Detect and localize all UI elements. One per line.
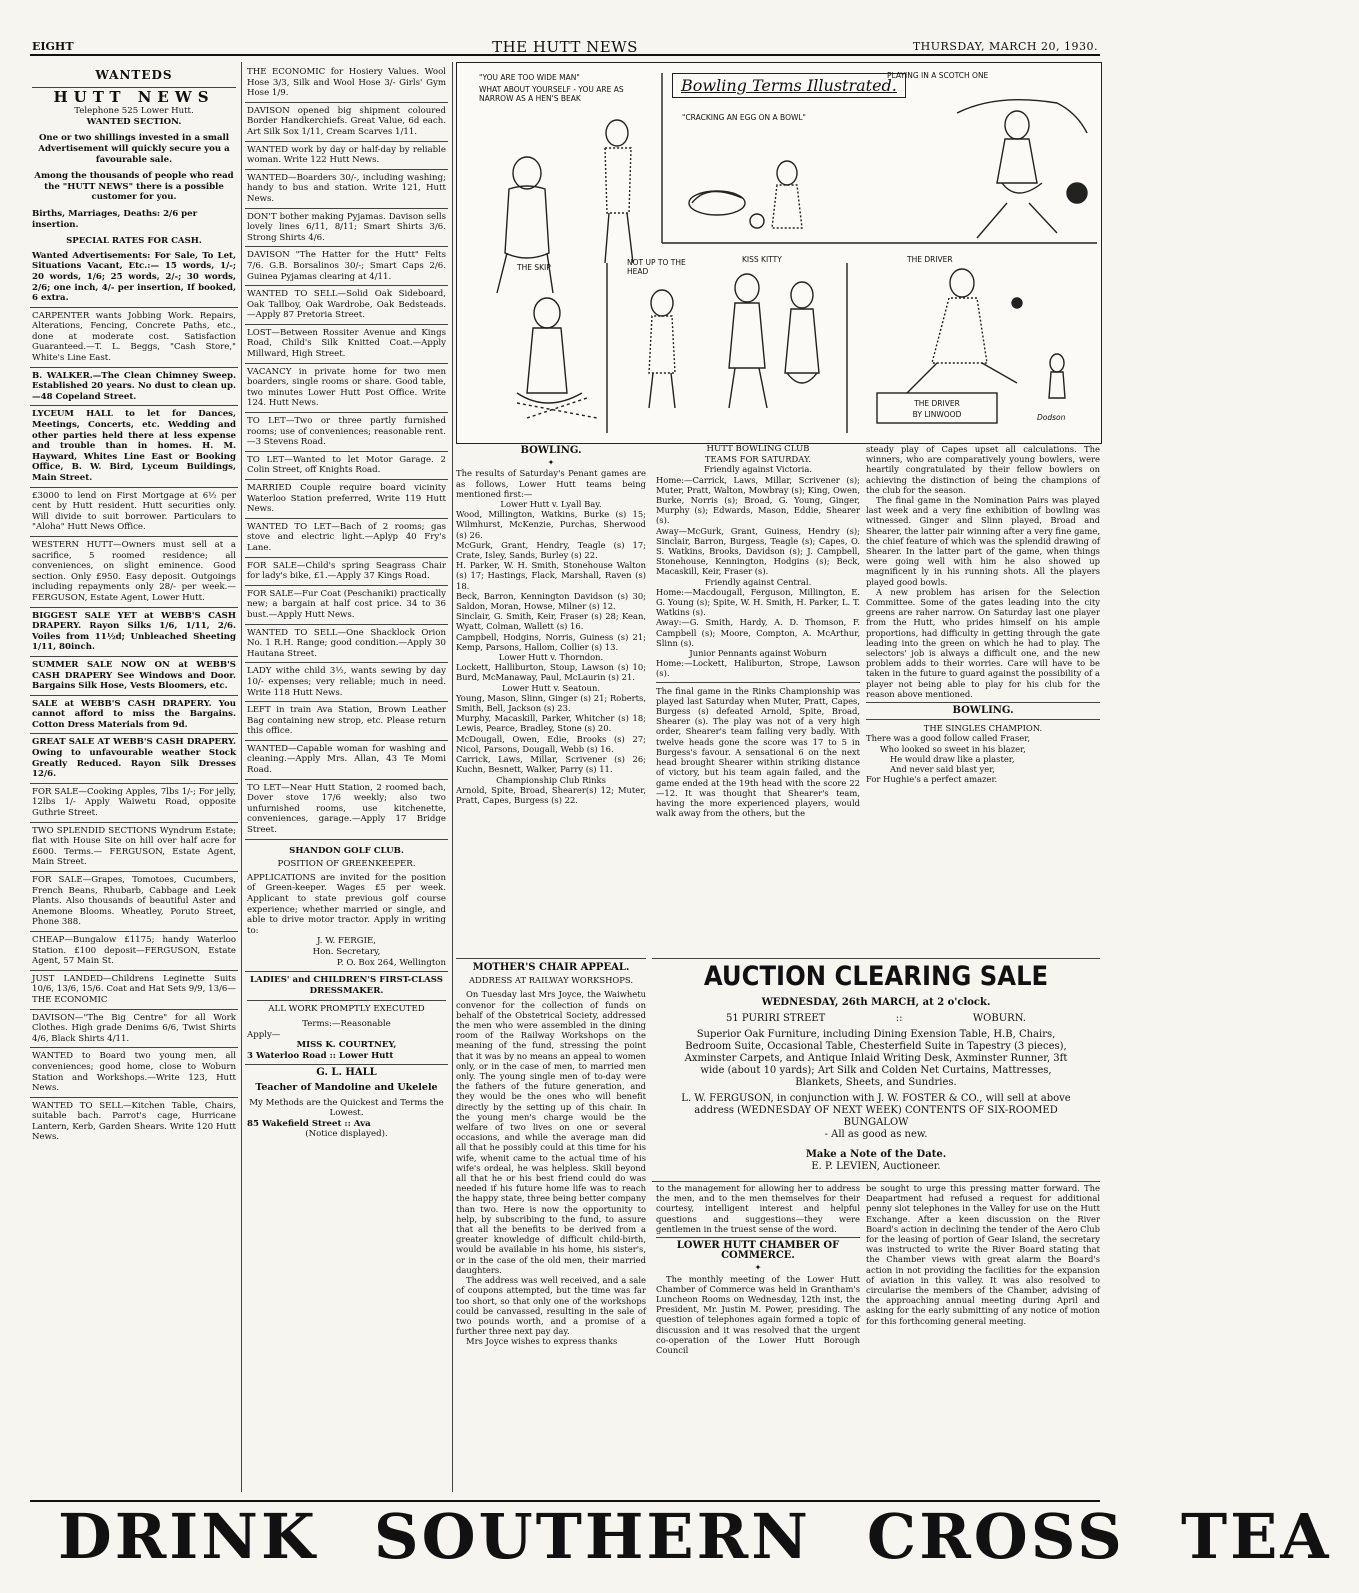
classified-ad: TO LET—Two or three partly furnished rooms; use of conveniences; reasonable rent.—3 Stevens Road.: [245, 413, 448, 452]
hall-note: (Notice displayed).: [305, 1129, 388, 1140]
bowling-para: Murphy, Macaskill, Parker, Whitcher (s) 18; Lewis, Pearce, Bradley, Stone (s) 20.: [456, 713, 646, 734]
cartoon-caption: WHAT ABOUT YOURSELF - YOU ARE AS NARROW AS A HEN'S BEAK: [479, 85, 624, 103]
golf-signature-address: P. O. Box 264, Wellington: [336, 957, 446, 968]
wanteds-header-block: [30, 64, 238, 308]
golf-subheading: POSITION OF GREENKEEPER.: [277, 859, 416, 870]
classified-ad: SUMMER SALE NOW ON at WEBB'S CASH DRAPERY See Windows and Door. Bargains Silk Hose, Vests Bloomers, etc.: [30, 657, 238, 696]
club-para: Home:—Lockett, Haliburton, Strope, Lawson (s).: [656, 658, 860, 679]
club-teams: [656, 444, 860, 818]
newspaper-title: THE HUTT NEWS: [492, 38, 638, 56]
right-para: steady play of Capes upset all calculations. The winners, who are comparatively young bowlers, were heartily congratulated by their fellow bowlers on achieving the distinction of being the champions of the club for the season.: [866, 444, 1100, 495]
classified-ad: LYCEUM HALL to let for Dances, Meetings, Concerts, etc. Wedding and other parties held there at less expense and trouble than in homes. H. M. Hayward, Whites Line East or Booking Office, B. W. Bird, Lyceum Buildings, Main Street.: [30, 406, 238, 487]
classified-ad: TO LET—Near Hutt Station, 2 roomed bach, Dover stove 17/6 weekly; also two unfurnished rooms, use kitchenette, conveniences, garage.—Apply 17 Bridge Street.: [245, 780, 448, 840]
classified-ad: WANTED TO SELL—One Shacklock Orion No. 1 R.H. Range; good condition.—Apply 30 Hautana Street.: [245, 625, 448, 664]
right-para: A new problem has arisen for the Selection Committee. Some of the gates leading into the city greens are raher narrow. On Saturday last one player from the Hutt, who prides himself on his ample proportions, had difficulty in getting through the gate leading into the green on which he had to play. The selectors' job is always a difficult one, and the new problem adds to their worries. Care will have to be taken in the future to guard against the possibility of a player not being able to play for his club for the reason above mentioned.: [866, 586, 1100, 699]
wanteds-heading: WANTEDS: [95, 68, 173, 82]
club-para: Away—McGurk, Grant, Guiness, Hendry (s); Sinclair, Barron, Burgess, Teagle (s); Capes, O. S. Watkins, Brooks, Davidson (s); J. Campbell, Stonehouse, Kennington, Hodgins (s); Beck, Macaskill, Keir, Fraser (s).: [656, 525, 860, 577]
bowler-body: [505, 186, 549, 258]
classified-ad: B. WALKER.—The Clean Chimney Sweep. Established 20 years. No dust to clean up.—48 Copeland Street.: [30, 368, 238, 407]
classified-ad: WANTED—Boarders 30/-, including washing; handy to bus and station. Write 121, Hutt News.: [245, 170, 448, 209]
classified-ad: THE ECONOMIC for Hosiery Values. Wool Hose 3/3, Silk and Wool Hose 3/- Girls' Gym Hose 1/9.: [245, 64, 448, 103]
bowling-report: BOWLING. ✦ The results of Saturday's Penant games are as follows, Lower Hutt teams being mentioned first:— Lower Hutt v. Lyall Bay. Wood, Millington, Watkins, Burke (s) 15; Wilmhurst, McKenzie, Purchas, Sherwood (s) 26. McGurk, Grant, Hendry, Teagle (s) 17; Crate, Isley, Sands, Burley (s) 22. H. Parker, W. H. Smith, Stonehouse Walton (s) 17; Hastings, Flack, Marshall, Raven (s) 18. Beck, Barron, Kennington Davidson (s) 30; Saldon, Moran, Howse, Milner (s) 12. Sinclair, G. Smith, Keir, Fraser (s) 28; Kean, Wyatt, Colman, Wallett (s) 16. Campbell, Hodgins, Norris, Guiness (s) 21; Kemp, Parsons, Hallom, Collier (s) 13. Lower Hutt v. Thorndon. Lockett, Halliburton, Stoup, Lawson (s) 10; Burd, McManaway, Paul, McLaurin (s) 21. Lower Hutt v. Seatoun. Young, Mason, Slinn, Ginger (s) 21; Roberts, Smith, Bell, Jackson (s) 23. Murphy, Macaskill, Parker, Whitcher (s) 18; Lewis, Pearce, Bradley, Stone (s) 20. McDougall, Owen, Edie, Brooks (s) 27; Nicol, Parsons, Dougall, Webb (s) 16. Carrick, Laws, Millar, Scrivener (s) 26; Kuchn, Besnett, Walker, Parry (s) 11. Championship Club Rinks Arnold, Spite, Broad, Shearer(s) 12; Muter, Pratt, Capes, Burgess (s) 22.: [456, 445, 646, 805]
auction-auctioneer: E. P. LEVIEN, Auctioneer.: [811, 1161, 941, 1172]
auction-date: WEDNESDAY, 26th MARCH, at 2 o'clock.: [761, 997, 991, 1008]
births-rates: Births, Marriages, Deaths: 2/6 per insertion.: [32, 208, 198, 230]
dressmaker-heading: LADIES' and CHILDREN'S FIRST-CLASS DRESSMAKER.: [249, 975, 443, 996]
bowling-para: McGurk, Grant, Hendry, Teagle (s) 17; Crate, Isley, Sands, Burley (s) 22.: [456, 539, 646, 561]
cartoon-caption: THE DRIVER: [907, 255, 953, 264]
hall-text: My Methods are the Quickest and Terms the Lowest.: [249, 1097, 444, 1119]
club-para: Home:—Macdougall, Ferguson, Millington, E. G. Young (s); Spite, W. H. Smith, H. Parker, L. T. Watkins (s).: [656, 586, 860, 618]
bowling-subhead: Lower Hutt v. Lyall Bay.: [500, 499, 602, 510]
cartoon-caption: THE SKIP: [517, 263, 551, 272]
bowler-head: [513, 157, 541, 189]
hall-heading: G. L. HALL: [316, 1067, 377, 1079]
tea-banner: [30, 1500, 1332, 1573]
intro-text-1: One or two shillings invested in a small Advertisement will quickly secure you a favourable sale.: [38, 133, 230, 165]
poem-line: There was a good follow called Fraser,: [866, 733, 1031, 744]
banner-word: CROSS: [866, 1500, 1125, 1573]
bowling-para: Lockett, Halliburton, Stoup, Lawson (s) 10; Burd, McManaway, Paul, McLaurin (s) 21.: [456, 662, 646, 683]
intro-text-2: Among the thousands of people who read the "HUTT NEWS" there is a possible customer for you.: [34, 171, 234, 203]
paper-name: HUTT NEWS: [32, 87, 236, 103]
bowling-subhead: Championship Club Rinks: [496, 774, 606, 785]
column-rule: [452, 62, 453, 1492]
dressmaker-ad: [245, 972, 448, 1065]
classified-ad: WESTERN HUTT—Owners must sell at a sacrifice, 5 roomed residence; all conveniences, on slight eminence. Good section. Only £950. Easy deposit. Outgoings including repayments only 28/- per week.—FERGUSON, Estate Agent, Lower Hutt.: [30, 537, 238, 608]
classified-ad: DAVISON opened big shipment coloured Border Handkerchiefs. Great Value, 6d each. Art Silk Sox 1/11, Cream Scarves 1/11.: [245, 103, 448, 142]
club-para: Junior Pennants against Woburn: [689, 648, 827, 659]
classified-ad: TO LET—Wanted to let Motor Garage. 2 Colin Street, off Knights Road.: [245, 452, 448, 480]
poem-line: For Hughie's a perfect amazer.: [866, 774, 998, 785]
club-para: Home:—Carrick, Laws, Millar, Scrivener (s); Muter, Pratt, Walton, Mowbray (s); King, Owen, Burke, Norris (s); Broad, G. Young, Ginger, Murphy (s); Edwards, Mason, Eddie, Shearer (s).: [656, 474, 860, 526]
poem-line: He would draw like a plaster,: [890, 753, 1015, 764]
chamber-continued: [866, 1183, 1100, 1326]
chamber-text: The monthly meeting of the Lower Hutt Chamber of Commerce was held in Grantham's Luncheon Rooms on Wednesday, 12th inst, the President, Mr. Justin M. Power, presiding. The question of telephones again formed a topic of discussion and it was resolved that the urgent co-operation of the Lower Hutt Borough Council: [656, 1273, 860, 1356]
bowling-para: Carrick, Laws, Millar, Scrivener (s) 26; Kuchn, Besnett, Walker, Parry (s) 11.: [456, 754, 646, 775]
chamber-right-text: be sought to urge this pressing matter forward. The Deapartment had refused a request for additional penny slot telephones in the Valley for use on the Hutt Exchange. After a keen discussion on the River Board's action in declining the tender of the Aero Club for the leasing of portion of Gear Island, the secretary was instructed to write the River Board stating that the Chamber views with great alarm the Board's action in not providing the facilities for the expansion of aviation in this valley. It was also resolved to circularise the members of the Chamber, advising of the approaching annual meeting during April and asking for the early submitting of any notice of motion for this forthcoming general meeting.: [866, 1183, 1100, 1326]
poem-heading: BOWLING.: [952, 705, 1014, 717]
dressmaker-apply: Apply—: [247, 1029, 281, 1040]
classified-ad: WANTED to Board two young men, all conveniences; good home, close to Woburn Station and Workshops.—Write 123, Hutt News.: [30, 1048, 238, 1097]
auction-note: Make a Note of the Date.: [805, 1149, 947, 1160]
cartoon-caption: "YOU ARE TOO WIDE MAN": [479, 73, 580, 82]
mother-para: The address was well received, and a sale of coupons attempted, but the time was far too short, so that only one of the workshops could be canvassed, resulting in the sale of two pounds worth, and a promise of a further three next pay day.: [456, 1275, 646, 1337]
auction-title: AUCTION CLEARING SALE: [703, 961, 1049, 992]
cartoon-plaque-sub: BY LINWOOD: [912, 410, 962, 419]
cartoon-plaque: THE DRIVER: [914, 399, 960, 408]
mother-heading: MOTHER'S CHAIR APPEAL.: [472, 962, 630, 973]
classified-ad: FOR SALE—Cooking Apples, 7lbs 1/-; For jelly, 12lbs 1/- Apply Waiwetu Road, opposite Guthrie Street.: [30, 784, 238, 823]
classified-ad: LOST—Between Rossiter Avenue and Kings Road, Child's Silk Knitted Coat.—Apply Millward, High Street.: [245, 325, 448, 364]
wanted-section-label: WANTED SECTION.: [86, 116, 182, 127]
classified-ad: FOR SALE—Fur Coat (Peschaniki) practically new; a bargain at half cost price. 34 to 36 bust.—Apply Hutt News.: [245, 586, 448, 625]
auction-address: [652, 1013, 1100, 1025]
classified-ad: CARPENTER wants Jobbing Work. Repairs, Alterations, Fencing, Concrete Paths, etc., done at moderate cost. Satisfaction Guaranteed.—T. L. Beggs, "Cash Store," White's Line East.: [30, 308, 238, 368]
poem-line: And never said blast yer,: [890, 764, 995, 775]
classified-ad: DAVISON—"The Big Centre" for all Work Clothes. High grade Denims 6/6, Twist Shirts 4/6, Black Shirts 4/11.: [30, 1010, 238, 1049]
classified-ad: WANTED work by day or half-day by reliable woman. Write 122 Hutt News.: [245, 142, 448, 170]
auction-street: 51 PURIRI STREET: [726, 1013, 826, 1024]
cartoonist-signature: Dodson: [1037, 413, 1066, 422]
club-para: The final game in the Rinks Championship was played last Saturday when Muter, Pratt, Capes, Burgess (s) defeated Arnold, Spite, Broad, Shearer (s). The play was not of a very high order, Shearer's team failing very badly. With twelve heads gone the score was 17 to 5 in Burgess's favour. A sensational 6 on the next head brought Shearer within striking distance of victory, but his team again failed, and the game ended at the 19th head with the score 22—12. It was thought that Shearer's team, having the more experienced players, would walk away from the others, but the: [656, 685, 860, 819]
poem-line: Who looked so sweet in his blazer,: [880, 743, 1026, 754]
hall-subheading: Teacher of Mandoline and Ukelele: [255, 1081, 438, 1093]
club-para: Friendly against Central.: [704, 576, 812, 587]
banner-word: SOUTHERN: [373, 1500, 811, 1573]
bowling-para: Arnold, Spite, Broad, Shearer(s) 12; Muter, Pratt, Capes, Burgess (s) 22.: [456, 784, 646, 805]
dressmaker-terms: Terms:—Reasonable: [302, 1018, 391, 1029]
classified-ad: VACANCY in private home for two men boarders, single rooms or share. Good table, two minutes Lower Hutt Post Office. Write 124. Hutt News.: [245, 364, 448, 413]
bowling-para: McDougall, Owen, Edie, Brooks (s) 27; Nicol, Parsons, Dougall, Webb (s) 16.: [456, 733, 646, 754]
bowling-heading: BOWLING.: [520, 445, 582, 456]
bowling-cartoon: [456, 62, 1102, 444]
classified-ad: BIGGEST SALE YET at WEBB'S CASH DRAPERY. Rayon Silks 1/6, 1/11, 2/6. Voiles from 11½d; Unbleached Sheeting 1/11, 80inch.: [30, 608, 238, 657]
classified-ad: FOR SALE—Child's spring Seagrass Chair for lady's bike, £1.—Apply 37 Kings Road.: [245, 558, 448, 586]
masthead: [30, 38, 1100, 56]
classified-ad: DAVISON "The Hatter for the Hutt" Felts 7/6. G.B. Borsalinos 30/-; Smart Caps 2/6. Guinea Pyjamas clearing at 4/11.: [245, 247, 448, 286]
classified-ad: JUST LANDED—Childrens Leginette Suits 10/6, 13/6, 15/6. Coat and Hat Sets 9/9, 13/6—THE ECONOMIC: [30, 971, 238, 1010]
bowling-para: Sinclair, G. Smith, Keir, Fraser (s) 28; Kean, Wyatt, Colman, Wallett (s) 16.: [456, 611, 646, 632]
bowling-para: Young, Mason, Slinn, Ginger (s) 21; Roberts, Smith, Bell, Jackson (s) 23.: [456, 692, 646, 714]
bowling-para: Campbell, Hodgins, Norris, Guiness (s) 21; Kemp, Parsons, Hallom, Collier (s) 13.: [456, 631, 646, 652]
cartoon-caption: PLAYING IN A SCOTCH ONE: [887, 71, 989, 80]
cartoon-caption: "CRACKING AN EGG ON A BOWL": [682, 113, 807, 122]
wanteds-column: [30, 64, 238, 1146]
golf-signature: J. W. FERGIE,: [316, 936, 376, 947]
chamber-lead: to the management for allowing her to address the men, and to the men themselves for their courtesy, intelligent interest and helpful questions and suggestions—they were gentlemen in the truest sense of the word.: [656, 1183, 860, 1234]
classified-ad: MARRIED Couple require board vicinity Waterloo Station preferred, Write 119 Hutt News.: [245, 480, 448, 519]
bowling-para: Wood, Millington, Watkins, Burke (s) 15; Wilmhurst, McKenzie, Purchas, Sherwood (s) 26.: [456, 509, 646, 540]
mother-para: Mrs Joyce wishes to express thanks: [466, 1336, 618, 1347]
bowling-para: The results of Saturday's Penant games are as follows, Lower Hutt teams being mentioned first:—: [456, 468, 646, 499]
classified-ad: £3000 to lend on First Mortgage at 6½ per cent by Hutt resident. Hutt securities only. Will divide to suit borrower. Particulars to "Aloha" Hutt News Office.: [30, 488, 238, 537]
auction-ad: [652, 958, 1100, 1182]
classified-ad: LEFT in train Ava Station, Brown Leather Bag containing new strop, etc. Please return this office.: [245, 702, 448, 741]
golf-text: APPLICATIONS are invited for the position of Green-keeper. Wages £5 per week. Applicant to state previous golf course experience; whether married or single, and able to drive motor tractor. Apply in writing to:: [247, 872, 446, 936]
classified-ad: TWO SPLENDID SECTIONS Wyndrum Estate; flat with House Site on hill over half acre for £600. Terms.— FERGUSON, Estate Agent, Main Street.: [30, 823, 238, 872]
dressmaker-line: ALL WORK PROMPTLY EXECUTED: [247, 1000, 446, 1015]
chamber-heading: LOWER HUTT CHAMBER OF COMMERCE.: [676, 1240, 840, 1262]
issue-date: THURSDAY, MARCH 20, 1930.: [912, 40, 1098, 53]
auction-suburb: WOBURN.: [972, 1013, 1026, 1024]
dressmaker-name: MISS K. COURTNEY,: [296, 1040, 397, 1051]
hall-address: 85 Wakefield Street :: Ava: [247, 1118, 371, 1129]
auction-separator: ::: [895, 1013, 903, 1024]
classified-ad: DON'T bother making Pyjamas. Davison sells lovely lines 6/11, 8/11; Smart Shirts 3/6. Strong Shirts 4/6.: [245, 209, 448, 248]
bowling-subhead: Lower Hutt v. Seatoun.: [501, 682, 601, 693]
classified-ad: WANTED TO SELL—Solid Oak Sideboard, Oak Tallboy, Oak Wardrobe, Oak Bedsteads.—Apply 87 Pretoria Street.: [245, 286, 448, 325]
mother-para: On Tuesday last Mrs Joyce, the Waiwhetu convenor for the collection of funds on behalf of the Obstetrical Society, addressed the men who were assembled in the dining room of the Railway Workshops on the meaning of the fund, stressing the point that it was by no means an appeal to women only, or in the case of men, to married men only. The young single men of to-day were the fathers of the future generation, and they would be the ones who will benefit directly by the setting up of this chair. In the young men's charge would be the welfare of two lives on one or several occasions, and while the average man did all that he possibly could at this time for his wife, whenit came to the actual time of his wife's ordeal, he was helpless. Skill beyond all that he or his best friend could do was needed if his future home life was to reach the happy state, three being better company than two. Here is now the opportunity to help, by subscribing to the fund, to assure that all the benefits to be derived from a greater knowledge of difficult child-birth, would be available in his home, his sister's, or in the case of the old men, their married daughters.: [456, 989, 646, 1275]
auction-good: - All as good as new.: [824, 1129, 928, 1140]
phone-number: Telephone 525 Lower Hutt.: [74, 106, 194, 117]
dressmaker-address: 3 Waterloo Road :: Lower Hutt: [247, 1050, 394, 1061]
banner-word: DRINK: [58, 1500, 318, 1573]
classified-ad: LADY withe child 3½, wants sewing by day 10/- expenses; very reliable; much in need. Write 118 Hutt News.: [245, 663, 448, 702]
music-teacher-ad: [245, 1065, 448, 1143]
classified-ad: CHEAP—Bungalow £1175; handy Waterloo Station. £100 deposit—FERGUSON, Estate Agent, 57 Main St.: [30, 932, 238, 971]
golf-club-ad: [245, 840, 448, 973]
chamber-article: to the management for allowing her to address the men, and to the men themselves for their courtesy, intelligent interest and helpful questions and suggestions—they were gentlemen in the truest sense of the word. LOWER HUTT CHAMBER OF COMMERCE. ✦ The monthly meeting of the Lower Hutt Chamber of Commerce was held in Grantham's Luncheon Rooms on Wednesday, 12th inst, the President, Mr. Justin M. Power, presiding. The question of telephones again formed a topic of discussion and it was resolved that the urgent co-operation of the Lower Hutt Borough Council: [656, 1183, 860, 1356]
bowling-subhead: Lower Hutt v. Thorndon.: [498, 652, 604, 663]
banner-word: TEA: [1180, 1500, 1332, 1573]
classified-ad: WANTED TO LET—Bach of 2 rooms; gas stove and electric light.—Aplyp 40 Fry's Lane.: [245, 519, 448, 558]
classified-ad: FOR SALE—Grapes, Tomotoes, Cucumbers, French Beans, Rhubarb, Cabbage and Leek Plants. Also thousands of beautiful Aster and Anemone Blooms. Wheatley, Poruto Street, Phone 388.: [30, 872, 238, 932]
classifieds-column-2: [245, 64, 448, 1143]
cartoon-title: Bowling Terms Illustrated.: [672, 73, 906, 98]
special-rates-heading: SPECIAL RATES FOR CASH.: [66, 236, 202, 247]
classified-ad: GREAT SALE AT WEBB'S CASH DRAPERY. Owing to unfavourable weather Stock Greatly Reduced. Rayon Silk Dresses 12/6.: [30, 734, 238, 783]
bowling-continued: [866, 444, 1100, 785]
golf-signature-title: Hon. Secretary,: [312, 946, 381, 957]
bowling-para: H. Parker, W. H. Smith, Stonehouse Walton (s) 17; Hastings, Flack, Marshall, Raven (s) 18.: [456, 560, 646, 591]
classified-ad: SALE at WEBB'S CASH DRAPERY. You cannot afford to miss the Bargains. Cotton Dress Materials from 9d.: [30, 696, 238, 735]
column-rule: [241, 62, 242, 1492]
classified-ad: WANTED TO SELL—Kitchen Table, Chairs, suitable bach. Parrot's cage, Hurricane Lantern, Kerb, Garden Shears. Write 120 Hutt News.: [32, 1100, 236, 1143]
page-label: EIGHT: [32, 40, 74, 53]
auction-body: Superior Oak Furniture, including Dining Exension Table, H.B, Chairs, Bedroom Suite, Occasional Table, Chesterfield Suite in Tapestry (3 pieces), Axminster Carpets, and Antique Inlaid Writing Desk, Axminster Runner, 3ft wide (about 10 yards); Art Silk and Colden Net Curtains, Mattresses, Blankets, Sheets, and Sundries.: [684, 1029, 1068, 1088]
club-heading: HUTT BOWLING CLUB: [706, 444, 810, 454]
cartoon-caption: KISS KITTY: [742, 255, 782, 264]
classified-ad: WANTED—Capable woman for washing and cleaning.—Apply Mrs. Allan, 43 Te Momi Road.: [245, 741, 448, 780]
golf-heading: SHANDON GOLF CLUB.: [289, 845, 404, 856]
cartoon-caption: NOT UP TO THE HEAD: [627, 258, 686, 276]
club-para: Away:—G. Smith, Hardy, A. D. Thomson, F. Campbell (s); Moore, Compton, A. McArthur, Slinn (s).: [656, 617, 860, 648]
club-para: Friendly against Victoria.: [703, 464, 813, 475]
bowling-para: Beck, Barron, Kennington Davidson (s) 30; Saldon, Moran, Howse, Milner (s) 12.: [456, 590, 646, 612]
poem-subheading: THE SINGLES CHAMPION.: [923, 723, 1043, 734]
special-rates-text: Wanted Advertisements: For Sale, To Let, Situations Vacant, Etc.:— 15 words, 1/-; 20 words, 1/6; 25 words, 2/-; 30 words, 2/6; one inch, 4/- per insertion, If booked, 6 extra.: [32, 250, 236, 304]
mother-subheading: ADDRESS AT RAILWAY WORKSHOPS.: [469, 975, 633, 986]
mothers-chair-article: [456, 958, 646, 1347]
auction-agent: L. W. FERGUSON, in conjunction with J. W. FOSTER & CO., will sell at above address (WEDNESDAY OF NEXT WEEK) CONTENTS OF SIX-ROOMED BUNGALOW: [681, 1093, 1071, 1128]
club-subheading: TEAMS FOR SATURDAY.: [704, 454, 812, 465]
right-para: The final game in the Nomination Pairs was played last week and a very fine exhibition of bowling was witnessed. Ginger and Slinn played, Broad and Shearer, the latter pair winning after a very fine game, the chief feature of which was the splendid drawing of Shearer. In the latter part of the game, when things were going well with him he also showed up magnificent ly in his running shots. All the players played good bowls.: [866, 495, 1100, 587]
